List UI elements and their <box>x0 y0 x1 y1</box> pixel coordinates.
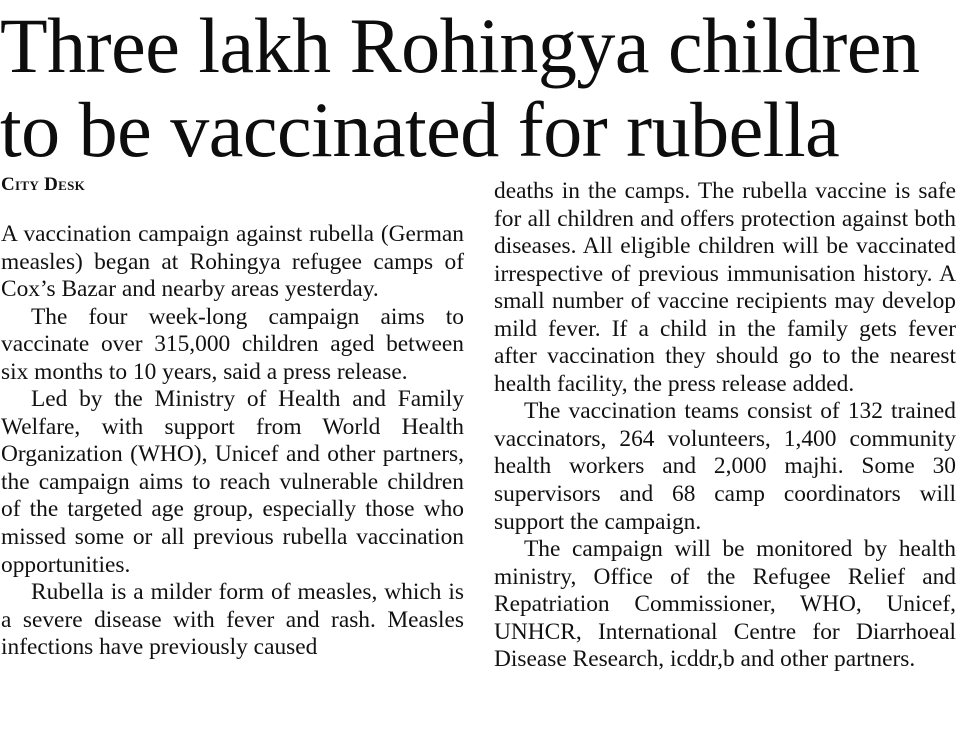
paragraph: The campaign will be monitored by health ministry, Office of the Refugee Relief and Repatriation Commissioner, WHO, Unicef, UNHCR, International Centre for Diarrhoeal Disease Research, icddr,b and other partners. <box>494 536 956 673</box>
article-column-left <box>1 221 464 662</box>
paragraph: deaths in the camps. The rubella vaccine is safe for all children and offers protection against both diseases. All eligible children will be vaccinated irrespective of previous immunisation history. A small number of vaccine recipients may develop mild fever. If a child in the family gets fever after vaccination they should go to the nearest health facility, the press release added. <box>494 178 956 397</box>
paragraph: Rubella is a milder form of measles, which is a severe disease with fever and rash. Measles infections have previously caused <box>1 579 464 661</box>
headline-line-2: to be vaccinated for rubella <box>0 86 840 173</box>
headline <box>0 4 957 172</box>
paragraph: Led by the Ministry of Health and Family Welfare, with support from World Health Organization (WHO), Unicef and other partners, the campaign aims to reach vulnerable children of the targeted age group, especially those who missed some or all previous rubella vaccination opportunities. <box>1 386 464 578</box>
paragraph: The vaccination teams consist of 132 trained vaccinators, 264 volunteers, 1,400 community health workers and 2,000 majhi. Some 30 supervisors and 68 camp coordinators will support the campaign. <box>494 398 956 535</box>
paragraph: The four week-long campaign aims to vaccinate over 315,000 children aged between six months to 10 years, said a press release. <box>1 303 464 385</box>
byline: City Desk <box>1 174 86 195</box>
headline-line-1: Three lakh Rohingya children <box>0 2 920 89</box>
article-column-right <box>494 178 956 674</box>
paragraph: A vaccination campaign against rubella (German measles) began at Rohingya refugee camps of Cox’s Bazar and nearby areas yesterday. <box>1 221 464 303</box>
